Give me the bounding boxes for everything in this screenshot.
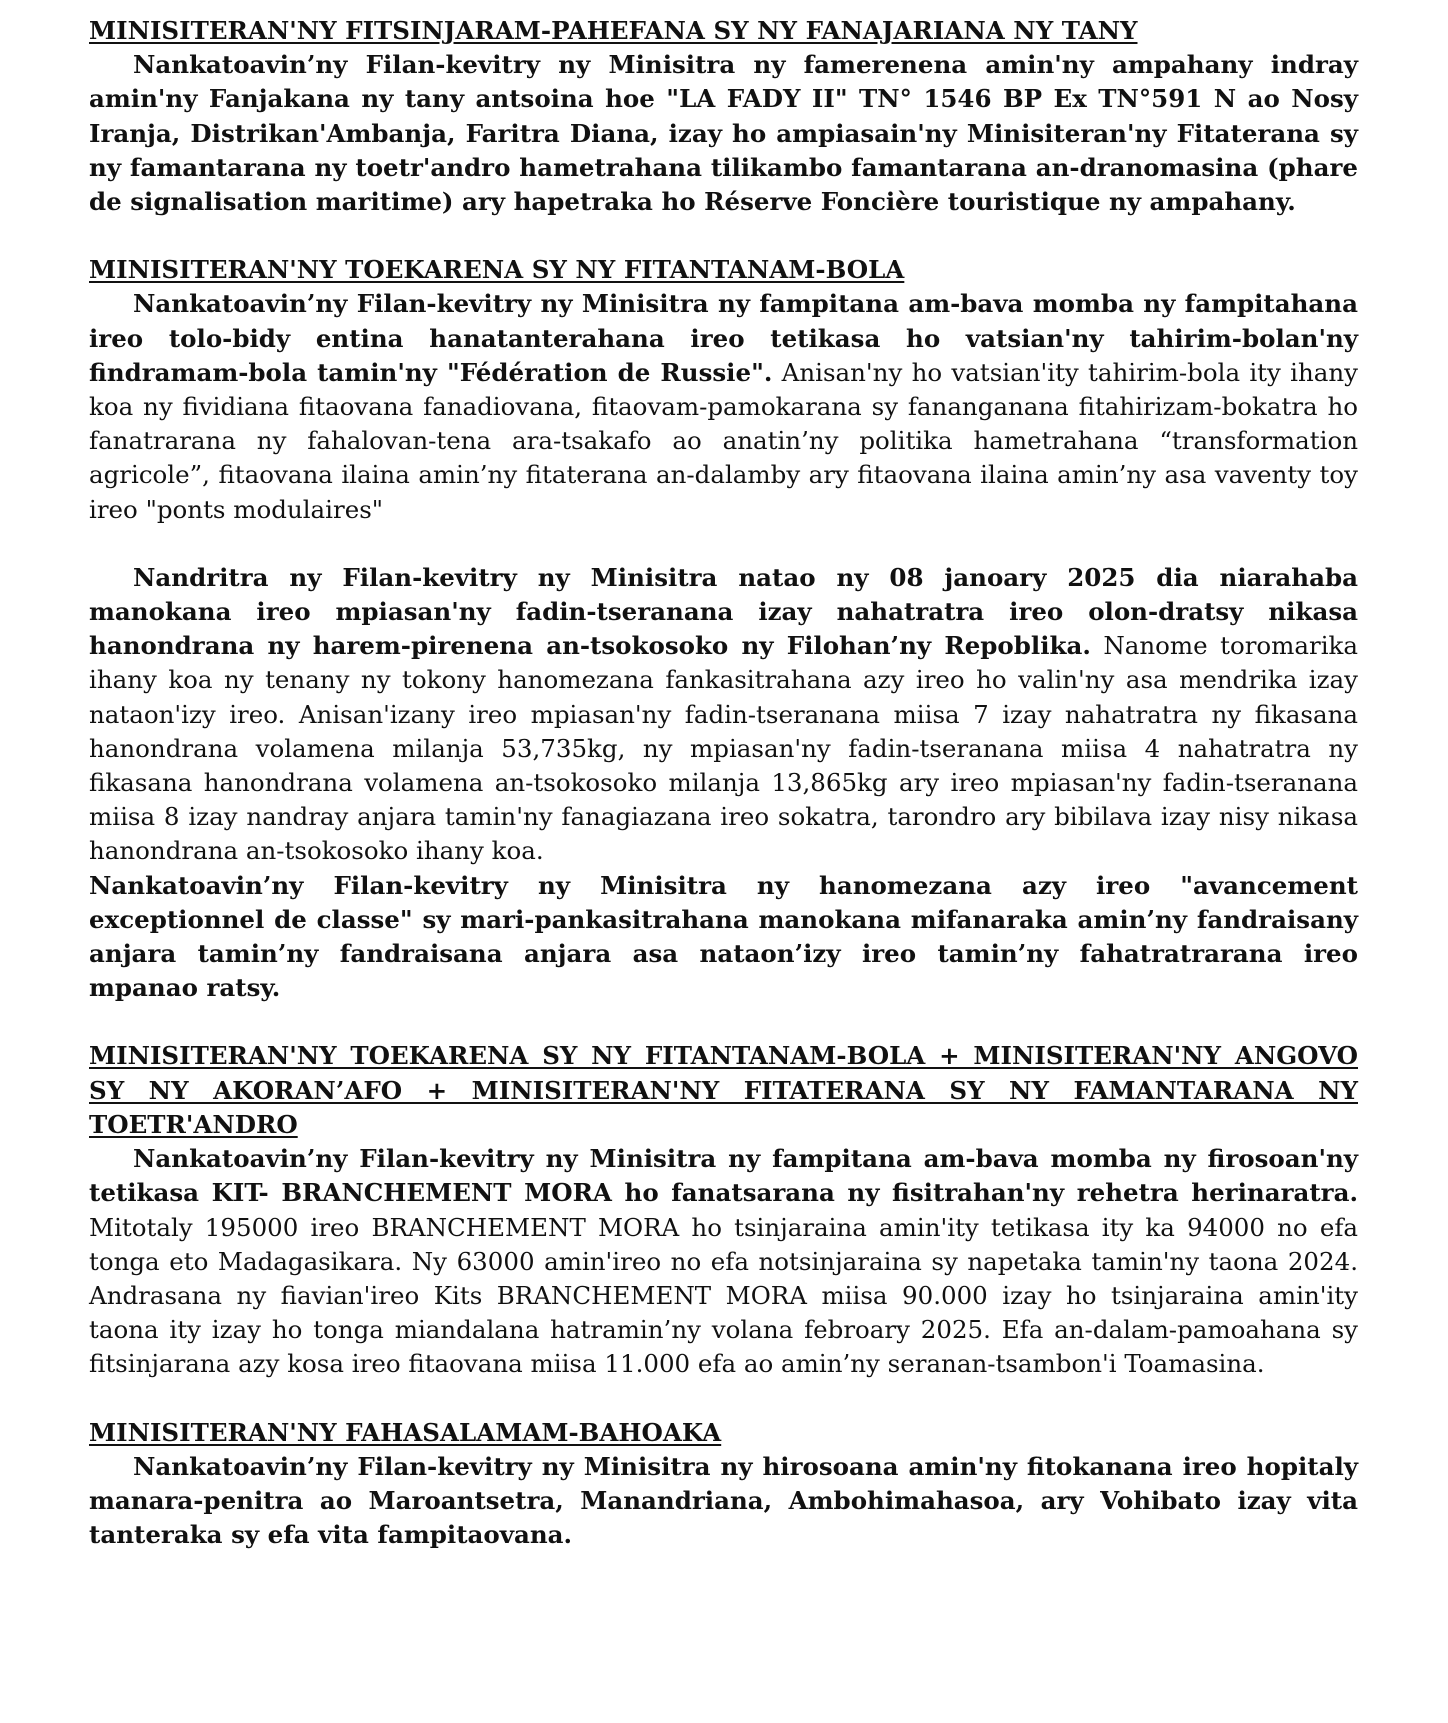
section-heading: MINISITERAN'NY TOEKARENA SY NY FITANTANAM-BOLA + MINISITERAN'NY ANGOVO SY NY AKORAN’AFO + MINISITERAN'NY FITATERANA SY NY FAMANTARANA NY TOETR'ANDRO: [89, 1041, 1358, 1139]
paragraph-bold-text: Nankatoavin’ny Filan-kevitry ny Minisitra ny famerenena amin'ny ampahany indray amin'ny Fanjakana ny tany antsoina hoe "LA FADY II" TN° 1546 BP Ex TN°591 N ao Nosy Iranja, Distrikan'Ambanja, Faritra Diana, izay ho ampiasain'ny Minisiteran'ny Fitaterana sy ny famantarana ny toetr'andro hametrahana tilikambo famantarana an-dranomasina (phare de signalisation maritime) ary hapetraka ho Réserve Foncière touristique ny ampahany.: [89, 50, 1358, 217]
section-heading: MINISITERAN'NY TOEKARENA SY NY FITANTANAM-BOLA: [89, 255, 905, 285]
paragraph-spacer: [89, 527, 1358, 561]
paragraph-text: Mitotaly 195000 ireo BRANCHEMENT MORA ho tsinjaraina amin'ity tetikasa ity ka 94000 no efa tonga eto Madagasikara. Ny 63000 amin'ireo no efa notsinjaraina sy napetaka tamin'ny taona 2024. Andrasana ny fiavian'ireo Kits BRANCHEMENT MORA miisa 90.000 izay ho tsinjaraina amin'ity taona ity izay ho tonga miandalana hatramin’ny volana febroary 2025. Efa an-dalam-pamoahana sy fitsinjarana azy kosa ireo fitaovana miisa 11.000 efa ao amin’ny seranan-tsambon'i Toamasina.: [89, 1212, 1358, 1379]
section-toekarena: [89, 253, 1358, 1005]
section-fitsinjaram-pahefana: [89, 14, 1358, 219]
paragraph-bold-text: Nankatoavin’ny Filan-kevitry ny Minisitra ny fampitana am-bava momba ny fampitahana ireo tolo-bidy entina hanatanterahana ireo tetikasa ho vatsian'ny tahirim-bolan'ny findramam-bola tamin'ny "Fédération de Russie".: [89, 289, 1358, 387]
paragraph: [89, 1142, 1358, 1381]
paragraph-bold-text: Nandritra ny Filan-kevitry ny Minisitra natao ny 08 janoary 2025 dia niarahaba manokana ireo mpiasan'ny fadin-tseranana izay nahatratra ireo olon-dratsy nikasa hanondrana ny harem-pirenena an-tsokosoko ny Filohan’ny Repoblika.: [89, 562, 1358, 661]
paragraph-bold-text: Nankatoavin’ny Filan-kevitry ny Minisitra ny hanomezana azy ireo "avancement exceptionnel de classe" sy mari-pankasitrahana manokana mifanaraka amin’ny fandraisany anjara tamin’ny fandraisana anjara asa nataon’izy ireo tamin’ny fahatratrarana ireo mpanao ratsy.: [89, 870, 1358, 1003]
paragraph: [89, 48, 1358, 219]
paragraph: [89, 1450, 1358, 1553]
paragraph-bold-text: Nankatoavin’ny Filan-kevitry ny Minisitra ny fampitana am-bava momba ny firosoan'ny tetikasa KIT- BRANCHEMENT MORA ho fanatsarana ny fisitrahan'ny rehetra herinaratra.: [89, 1144, 1358, 1208]
paragraph: [89, 561, 1358, 869]
paragraph: [89, 287, 1358, 526]
paragraph-bold-text: Nankatoavin’ny Filan-kevitry ny Minisitra ny hirosoana amin'ny fitokanana ireo hopitaly manara-penitra ao Maroantsetra, Manandriana, Ambohimahasoa, ary Vohibato izay vita tanteraka sy efa vita fampitaovana.: [89, 1451, 1358, 1550]
paragraph-text: Anisan'ny ho vatsian'ity tahirim-bola ity ihany koa ny fividiana fitaovana fanadiovana, fitaovam-pamokarana sy fananganana fitahirizam-bokatra ho fanatrarana ny fahalovan-tena ara-tsakafo ao anatin’ny politika hametrahana “transformation agricole”, fitaovana ilaina amin’ny fitaterana an-dalamby ary fitaovana ilaina amin’ny asa vaventy toy ireo "ponts modulaires": [89, 357, 1358, 524]
section-heading: MINISITERAN'NY FAHASALAMAM-BAHOAKA: [89, 1417, 722, 1447]
paragraph: [89, 869, 1358, 1006]
paragraph-text: Nanome toromarika ihany koa ny tenany ny tokony hanomezana fankasitrahana azy ireo ho valin'ny asa mendrika izay nataon'izy ireo. Anisan'izany ireo mpiasan'ny fadin-tseranana miisa 7 izay nahatratra ny fikasana hanondrana volamena milanja 53,735kg, ny mpiasan'ny fadin-tseranana miisa 4 nahatratra ny fikasana hanondrana volamena an-tsokosoko milanja 13,865kg ary ireo mpiasan'ny fadin-tseranana miisa 8 izay nandray anjara tamin'ny fanagiazana ireo sokatra, tarondro ary bibilava izay nisy nikasa hanondrana an-tsokosoko ihany koa.: [89, 631, 1359, 866]
section-toekarena-angovo-fitaterana: [89, 1039, 1358, 1381]
section-heading: MINISITERAN'NY FITSINJARAM-PAHEFANA SY NY FANAJARIANA NY TANY: [89, 16, 1138, 45]
section-fahasalamam-bahoaka: [89, 1416, 1358, 1553]
